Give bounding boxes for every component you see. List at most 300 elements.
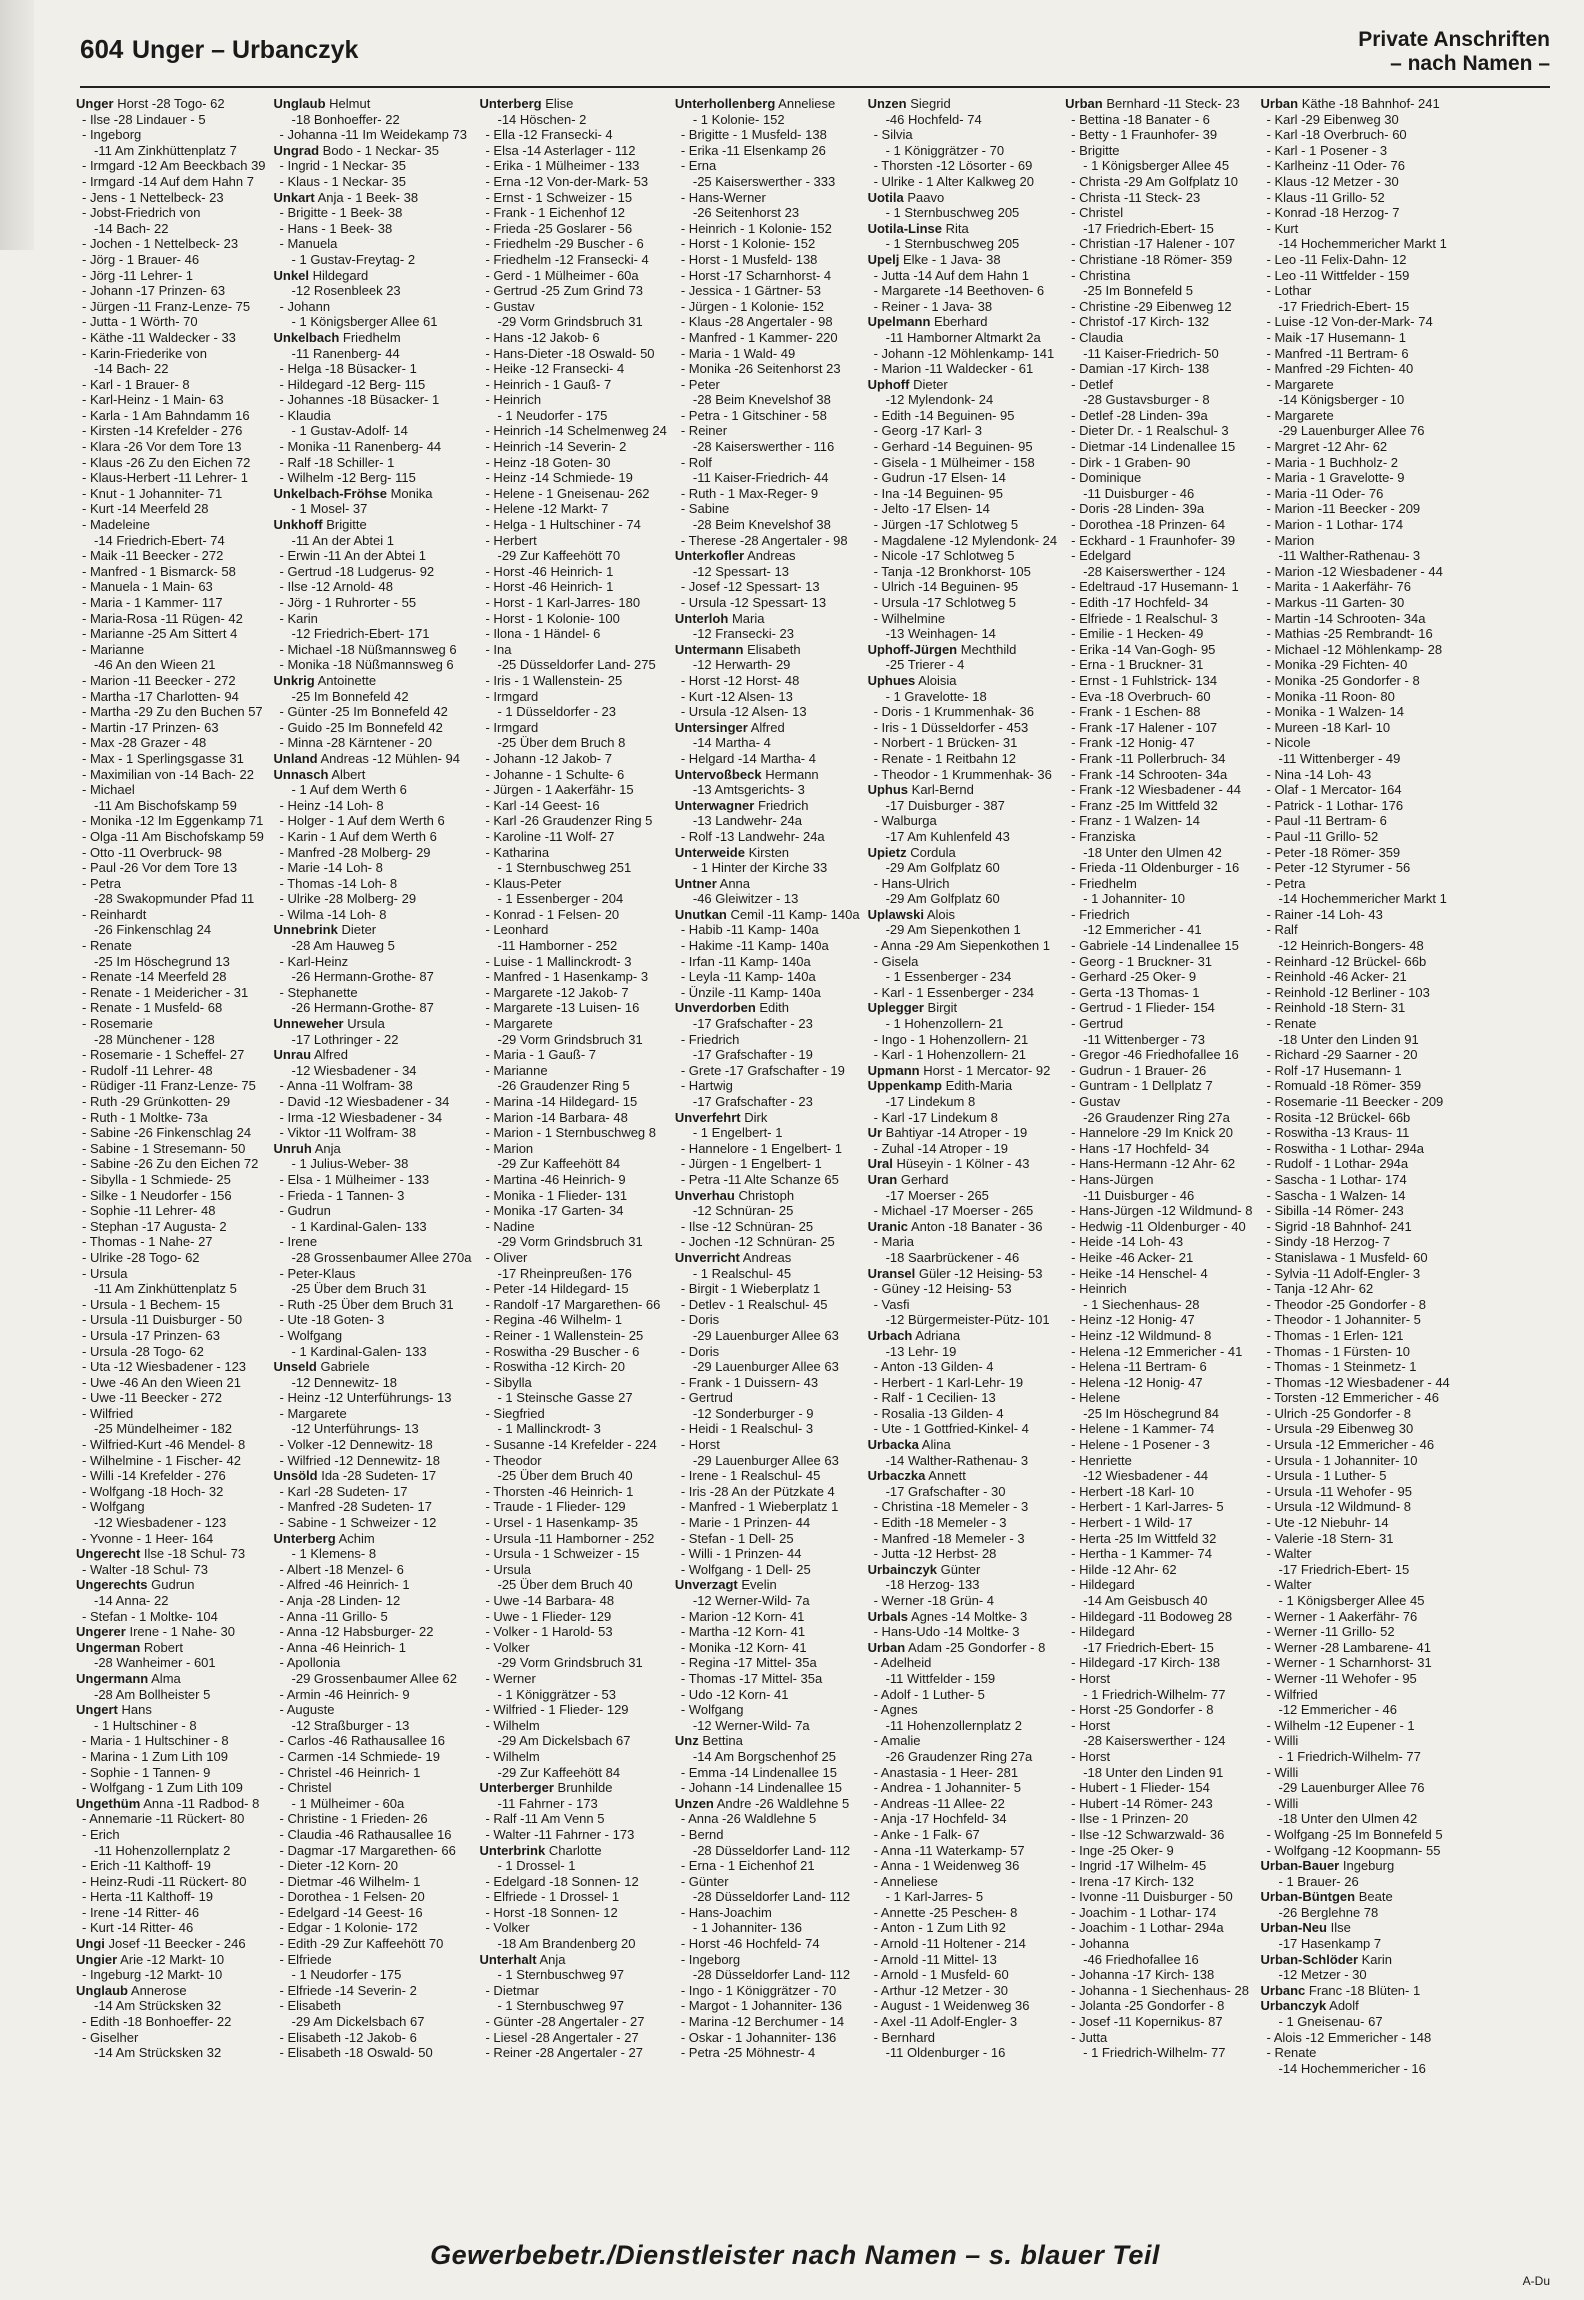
entry-details: - 1 Realschul- 45 [692,1265,792,1281]
directory-entry [675,1640,860,1656]
directory-entry [1261,611,1450,627]
directory-entry [274,486,472,502]
entry-details: Andre -26 Waldlehne 5 [716,1795,850,1811]
entry-details: - Claudia [1071,329,1124,345]
directory-entry [1065,1110,1252,1126]
directory-entry [76,1156,266,1172]
directory-entry [76,1499,266,1515]
entry-details: - Marion [485,1140,534,1156]
directory-entry [1261,1421,1450,1437]
directory-entry [1065,346,1252,362]
entry-details: -25 Mündelheimer - 182 [94,1421,233,1437]
entry-details: - Uwe -11 Beecker - 272 [82,1390,222,1406]
entry-details: - Jutta -12 Herbst- 28 [873,1546,997,1562]
directory-entry [1065,954,1252,970]
directory-entry [1261,1047,1450,1063]
entry-surname: Unterweide [674,844,745,860]
entry-details: - Sabine [680,501,730,517]
entry-details: Agnes -14 Moltke- 3 [910,1608,1028,1624]
entry-details: - Jürgen - 1 Aakerfähr- 15 [485,782,634,798]
entry-details: - Edith -18 Bonhoeffer- 22 [82,2014,232,2030]
directory-entry [1261,1188,1450,1204]
directory-entry [479,798,666,814]
directory-entry [1261,2045,1450,2061]
entry-details: -28 Am Hauweg 5 [291,938,395,954]
directory-entry [1065,907,1252,923]
entry-details: - 1 Sternbuschweg 97 [497,1998,624,2014]
entry-details: - Dieter Dr. - 1 Realschul- 3 [1071,423,1229,439]
entry-details: - Peter [680,376,720,392]
directory-entry [479,1998,666,2014]
directory-entry [675,1858,860,1874]
entry-details: Bahtiyar -14 Atroper - 19 [885,1125,1028,1141]
entry-details: - Inge -25 Oker- 9 [1071,1842,1174,1858]
entry-details: - Gertrud [680,1390,733,1406]
entry-details: - Edeltraud -17 Husemann- 1 [1071,579,1239,595]
entry-details: Charlotte [548,1842,602,1858]
entry-details: Ida -28 Sudeten- 17 [321,1468,437,1484]
entry-details: - Karl - 1 Hohenzollern- 21 [873,1047,1027,1063]
directory-entry [675,1811,860,1827]
directory-entry [868,96,1058,112]
directory-entry [479,782,666,798]
entry-details: Ingeburg [1342,1858,1395,1874]
entry-details: - Christina [1071,267,1131,283]
entry-details: - Ursel - 1 Hasenkamp- 35 [485,1515,638,1531]
entry-details: - Monika -11 Roon- 80 [1266,688,1395,704]
directory-entry [479,1811,666,1827]
directory-entry [1065,1499,1252,1515]
entry-details: - Gerhard -25 Oker- 9 [1071,969,1197,985]
directory-entry [274,1983,472,1999]
directory-entry [675,1141,860,1157]
entry-surname: Uplegger [867,1000,924,1016]
directory-entry [675,1546,860,1562]
entry-surname: Unverzagt [674,1577,738,1593]
entry-details: - Michael -18 Nüßmannsweg 6 [279,641,457,657]
entry-details: - Horst - 1 Kolonie- 152 [680,236,816,252]
directory-entry [868,891,1058,907]
directory-entry [675,751,860,767]
directory-entry [274,517,472,533]
directory-entry [479,1967,666,1983]
entry-details: - Heike -46 Acker- 21 [1071,1249,1194,1265]
entry-details: - Gertrud -18 Ludgerus- 92 [279,563,435,579]
directory-entry [479,1624,666,1640]
entry-details: -14 Anna- 22 [94,1593,169,1608]
directory-entry [675,1234,860,1250]
directory-entry [675,221,860,237]
entry-details: - Karlheinz -11 Oder- 76 [1266,158,1405,174]
directory-entry [1065,1047,1252,1063]
entry-details: - Frieda - 1 Tannen- 3 [279,1187,405,1203]
directory-entry [675,1125,860,1141]
entry-details: - Jürgen - 1 Engelbert- 1 [680,1156,822,1172]
directory-entry [1065,689,1252,705]
entry-details: - Jolanta -25 Gondorfer - 8 [1071,1998,1225,2014]
directory-entry [274,2045,472,2061]
entry-details: Albert [331,766,366,782]
directory-entry [868,377,1058,393]
entry-surname: Unterwagner [674,797,755,813]
directory-entry [274,642,472,658]
directory-entry [1065,891,1252,907]
entry-details: - Karl -18 Overbruch- 60 [1266,127,1407,143]
directory-entry [868,1515,1058,1531]
entry-surname: Untner [674,875,717,891]
entry-details: - Detlef [1071,376,1114,392]
entry-details: - Horst -12 Horst- 48 [680,672,800,688]
directory-entry [274,470,472,486]
section-title [1358,28,1550,76]
entry-details: - Christina -18 Memeler - 3 [873,1499,1029,1515]
entry-details: -29 Lauenburger Allee 76 [1278,423,1425,439]
entry-details: - Christine -29 Eibenweg 12 [1071,298,1232,314]
entry-details: -18 Saarbrückener - 46 [885,1249,1020,1265]
directory-entry [76,1328,266,1344]
entry-details: - Sindy -18 Herzog- 7 [1266,1234,1391,1250]
entry-details: -18 Unter den Ulmen 42 [1278,1811,1418,1827]
entry-details: - Rainer -14 Loh- 43 [1266,906,1383,922]
entry-details: Evelin [741,1577,777,1593]
directory-entry [1065,283,1252,299]
directory-entry [675,439,860,455]
entry-details: - Frieda -11 Oldenburger - 16 [1071,860,1240,876]
entry-details: - Jörg -11 Lehrer- 1 [82,267,194,283]
entry-surname: Uotila-Linse [867,220,942,236]
entry-details: -29 Am Dickelsbach 67 [291,2014,425,2030]
directory-entry [76,439,266,455]
entry-details: - Ulrike - 1 Alter Kalkweg 20 [873,173,1034,189]
entry-details: - Birgit - 1 Wieberplatz 1 [680,1281,821,1297]
directory-entry [1065,860,1252,876]
entry-details: - Anna -29 Am Siepenkothen 1 [873,938,1050,954]
directory-entry [675,1499,860,1515]
entry-details: - Ünzile -11 Kamp- 140a [680,984,821,1000]
entry-details: - Wolfgang - 1 Dell- 25 [680,1561,811,1577]
directory-entry [1261,1281,1450,1297]
directory-entry [76,969,266,985]
entry-details: - Peter -14 Hildegard- 15 [485,1281,629,1297]
entry-surname: Uphus [867,782,909,798]
entry-details: - Gabriele -14 Lindenallee 15 [1071,938,1239,954]
directory-entry [274,1905,472,1921]
entry-details: - Emilie - 1 Hecken- 49 [1071,626,1204,642]
directory-entry [675,486,860,502]
directory-entry [1065,1796,1252,1812]
entry-details: - Martha -12 Korn- 41 [680,1624,806,1640]
directory-entry [479,954,666,970]
entry-details: - Günter -25 Im Bonnefeld 42 [279,704,448,720]
entry-details: - Reiner - 1 Java- 38 [873,298,993,314]
directory-column [1261,96,1450,2236]
entry-details: - Willi - 1 Prinzen- 44 [680,1546,802,1562]
directory-entry [1261,891,1450,907]
entry-details: - Renate [1266,1016,1317,1032]
directory-entry [868,1375,1058,1391]
entry-details: - Ursula - 1 Bechem- 15 [82,1296,220,1312]
entry-details: - 1 Königgrätzer - 70 [885,142,1005,158]
directory-entry [675,143,860,159]
entry-details: - Willi [1266,1733,1299,1749]
directory-entry [868,813,1058,829]
directory-entry [1261,938,1450,954]
directory-entry [1261,127,1450,143]
entry-details: - Frank - 1 Eichenhof 12 [485,205,625,221]
entry-details: - Andrea - 1 Johanniter- 5 [873,1780,1021,1796]
directory-entry [868,127,1058,143]
page-number: 604 [80,34,124,64]
directory-entry [1261,735,1450,751]
directory-column [479,96,666,2236]
directory-entry [274,1531,472,1547]
directory-entry [76,704,266,720]
entry-details: - Reinhold -12 Berliner - 103 [1266,984,1430,1000]
entry-details: - Ernst - 1 Schweizer - 15 [485,189,633,205]
entry-details: - Margarete [1266,407,1334,423]
entry-details: - 1 Essenberger - 234 [885,969,1012,985]
entry-details: - Olaf - 1 Mercator- 164 [1266,782,1402,798]
directory-entry [868,1858,1058,1874]
entry-details: - Leo -11 Wittfelder - 159 [1266,267,1410,283]
entry-details: - Albert -18 Menzel- 6 [279,1561,404,1577]
entry-details: Brunhilde [557,1780,613,1796]
entry-details: - Elisabeth -12 Jakob- 6 [279,2029,417,2045]
directory-entry [868,1406,1058,1422]
entry-details: - Ilse -12 Schwarzwald- 36 [1071,1826,1225,1842]
entry-details: - Maria - 1 Wald- 49 [680,345,796,361]
entry-details: - 1 Gravelotte- 18 [885,688,987,704]
entry-details: - 1 Drossel- 1 [497,1858,576,1874]
directory-entry [479,1359,666,1375]
entry-details: - Erwin -11 An der Abtei 1 [279,548,426,564]
directory-entry [76,876,266,892]
directory-entry [274,408,472,424]
directory-entry [274,1920,472,1936]
directory-entry [1065,2030,1252,2046]
entry-surname: Ungermann [76,1670,149,1686]
entry-details: - Hildegard [1071,1577,1135,1593]
directory-entry [675,330,860,346]
entry-details: - Marion - 1 Sternbuschweg 8 [485,1125,657,1141]
directory-entry [274,1000,472,1016]
directory-entry [479,2014,666,2030]
directory-entry [868,735,1058,751]
directory-entry [479,1328,666,1344]
entry-details: - Rolf [680,454,712,470]
directory-entry [868,1032,1058,1048]
directory-entry [1261,1156,1450,1172]
directory-entry [1261,1593,1450,1609]
entry-details: - Karin [279,610,318,626]
entry-details: - Margret -12 Ahr- 62 [1266,439,1388,455]
directory-entry [76,1952,266,1968]
directory-entry [868,1702,1058,1718]
entry-details: - Christel -46 Heinrich- 1 [279,1764,421,1780]
entry-details: - Willi [1266,1795,1299,1811]
directory-entry [868,1796,1058,1812]
entry-details: - Heinrich -14 Schelmenweg 24 [485,423,667,439]
entry-details: -29 Am Golfplatz 60 [885,891,1000,907]
entry-details: - Hans-Werner [680,189,766,205]
entry-details: - 1 Königsberger Allee 45 [1278,1593,1425,1608]
directory-entry [274,689,472,705]
directory-entry [675,174,860,190]
directory-entry [868,1780,1058,1796]
entry-details: - Maik -17 Husemann- 1 [1266,329,1406,345]
entry-details: - Tanja -12 Bronkhorst- 105 [873,563,1031,579]
entry-details: - Marianne [485,1062,548,1078]
directory-entry [1261,1266,1450,1282]
entry-details: - Wolfgang -18 Hoch- 32 [82,1483,224,1499]
entry-details: - Johanna -17 Kirch- 138 [1071,1967,1215,1983]
entry-details: -28 Grossenbaumer Allee 270a [291,1249,472,1265]
directory-entry [76,1593,266,1609]
directory-entry [675,611,860,627]
directory-entry [675,813,860,829]
directory-entry [1065,548,1252,564]
entry-details: - Erna - 1 Eichenhof 21 [680,1858,815,1874]
entry-details: - Uwe - 1 Flieder- 129 [485,1608,612,1624]
entry-details: - Arthur -12 Metzer - 30 [873,1982,1008,1998]
entry-details: - Grete -17 Grafschafter - 19 [680,1062,845,1078]
entry-details: - Leyla -11 Kamp- 140a [680,969,816,985]
directory-entry [1261,2061,1450,2077]
directory-entry [76,221,266,237]
entry-details: Andreas -12 Mühlen- 94 [320,750,460,766]
directory-entry [675,1063,860,1079]
entry-details: - Anke - 1 Falk- 67 [873,1826,980,1842]
entry-details: -26 Graudenzer Ring 5 [497,1078,630,1094]
entry-details: - Paul -26 Vor dem Tore 13 [82,860,238,876]
directory-entry [868,299,1058,315]
entry-details: - Christof -17 Kirch- 132 [1071,314,1210,330]
directory-entry [479,1437,666,1453]
directory-entry [675,299,860,315]
directory-entry [1261,501,1450,517]
entry-details: Mechthild [960,641,1017,657]
directory-entry [675,1765,860,1781]
directory-entry [1065,845,1252,861]
directory-entry [868,1531,1058,1547]
entry-details: - Arnold -11 Holtener - 214 [873,1936,1026,1952]
directory-entry [675,1733,860,1749]
directory-entry [868,954,1058,970]
entry-details: - Friedrich [680,1031,740,1047]
directory-entry [1261,1063,1450,1079]
directory-entry [675,533,860,549]
entry-details: -29 Zur Kaffeehött 84 [497,1156,621,1172]
entry-details: -11 Kaiser-Friedrich- 50 [1083,345,1219,361]
directory-entry [76,392,266,408]
entry-details: - Wilfried - 1 Flieder- 129 [485,1702,629,1718]
directory-entry [76,330,266,346]
directory-entry [1261,346,1450,362]
directory-entry [479,252,666,268]
directory-entry [479,1843,666,1859]
directory-entry [1065,969,1252,985]
directory-entry [675,1078,860,1094]
entry-details: - Luise - 1 Mallinckrodt- 3 [485,953,632,969]
entry-surname: Unkelbach [273,329,340,345]
entry-details: - Doris [680,1312,720,1328]
entry-details: Gudrun [151,1577,195,1593]
entry-details: - Arnold -11 Mittel- 13 [873,1951,997,1967]
directory-entry [868,704,1058,720]
entry-details: - Karl-Heinz [279,953,349,969]
directory-entry [479,938,666,954]
entry-details: - Emma -14 Lindenallee 15 [680,1764,837,1780]
entry-details: -46 Friedhofallee 16 [1083,1951,1199,1967]
directory-entry [675,1827,860,1843]
directory-entry [675,252,860,268]
entry-details: - Horst - 1 Musfeld- 138 [680,251,818,267]
directory-entry [868,1437,1058,1453]
directory-entry [1261,751,1450,767]
directory-entry [675,1718,860,1734]
entry-details: - Gerhard -14 Beguinen- 95 [873,439,1033,455]
entry-details: - Helena -11 Bertram- 6 [1071,1359,1207,1375]
entry-surname: Ungrad [273,142,320,158]
entry-details: - Yvonne - 1 Heer- 164 [82,1530,214,1546]
directory-entry [479,1671,666,1687]
directory-entry [274,595,472,611]
entry-details: - Hartwig [680,1078,733,1094]
directory-entry [1261,2014,1450,2030]
directory-entry [1065,1874,1252,1890]
entry-details: - Olga -11 Am Bischofskamp 59 [82,828,264,844]
entry-details: - Friedhelm -29 Buscher - 6 [485,236,644,252]
entry-details: - Werner -28 Lambarene- 41 [1266,1639,1432,1655]
directory-entry [479,174,666,190]
entry-details: - Erika - 1 Mülheimer - 133 [485,158,640,174]
entry-details: - 1 Sternbuschweg 205 [885,236,1020,252]
directory-entry [1261,1234,1450,1250]
directory-entry [274,548,472,564]
entry-surname: Uphues [867,672,916,688]
entry-details: - August - 1 Weidenweg 36 [873,1998,1030,2014]
directory-column [868,96,1058,2236]
entry-details: -11 Hamborner Altmarkt 2a [885,329,1041,345]
entry-details: - Reinhardt [82,906,147,922]
entry-details: - Horst -46 Hochfeld- 74 [680,1936,820,1952]
directory-entry [675,720,860,736]
directory-entry [1261,2030,1450,2046]
directory-entry [76,1125,266,1141]
directory-entry [274,1702,472,1718]
directory-entry [1065,377,1252,393]
entry-details: - Wilhelm -12 Berg- 115 [279,470,416,486]
directory-entry [1261,112,1450,128]
directory-entry [1261,1687,1450,1703]
directory-entry [1065,829,1252,845]
entry-details: - Walter [1266,1577,1312,1593]
directory-entry [76,1983,266,1999]
directory-entry [1261,1967,1450,1983]
entry-details: - Karl - 1 Essenberger - 234 [873,984,1034,1000]
entry-details: - Rosemarie - 1 Scheffel- 27 [82,1047,245,1063]
directory-entry [868,1188,1058,1204]
entry-details: - Guido -25 Im Bonnefeld 42 [279,719,443,735]
entry-details: - Elfriede -14 Severin- 2 [279,1982,417,1998]
entry-details: - Sabine -26 Zu den Eichen 72 [82,1156,259,1172]
entry-details: - Maria - 1 Hultschiner - 8 [82,1733,229,1749]
directory-entry [868,1250,1058,1266]
directory-entry [1065,1390,1252,1406]
entry-details: - Margot - 1 Johanniter- 136 [680,1998,842,2014]
entry-details: Arie -12 Markt- 10 [120,1951,225,1967]
directory-entry [274,205,472,221]
